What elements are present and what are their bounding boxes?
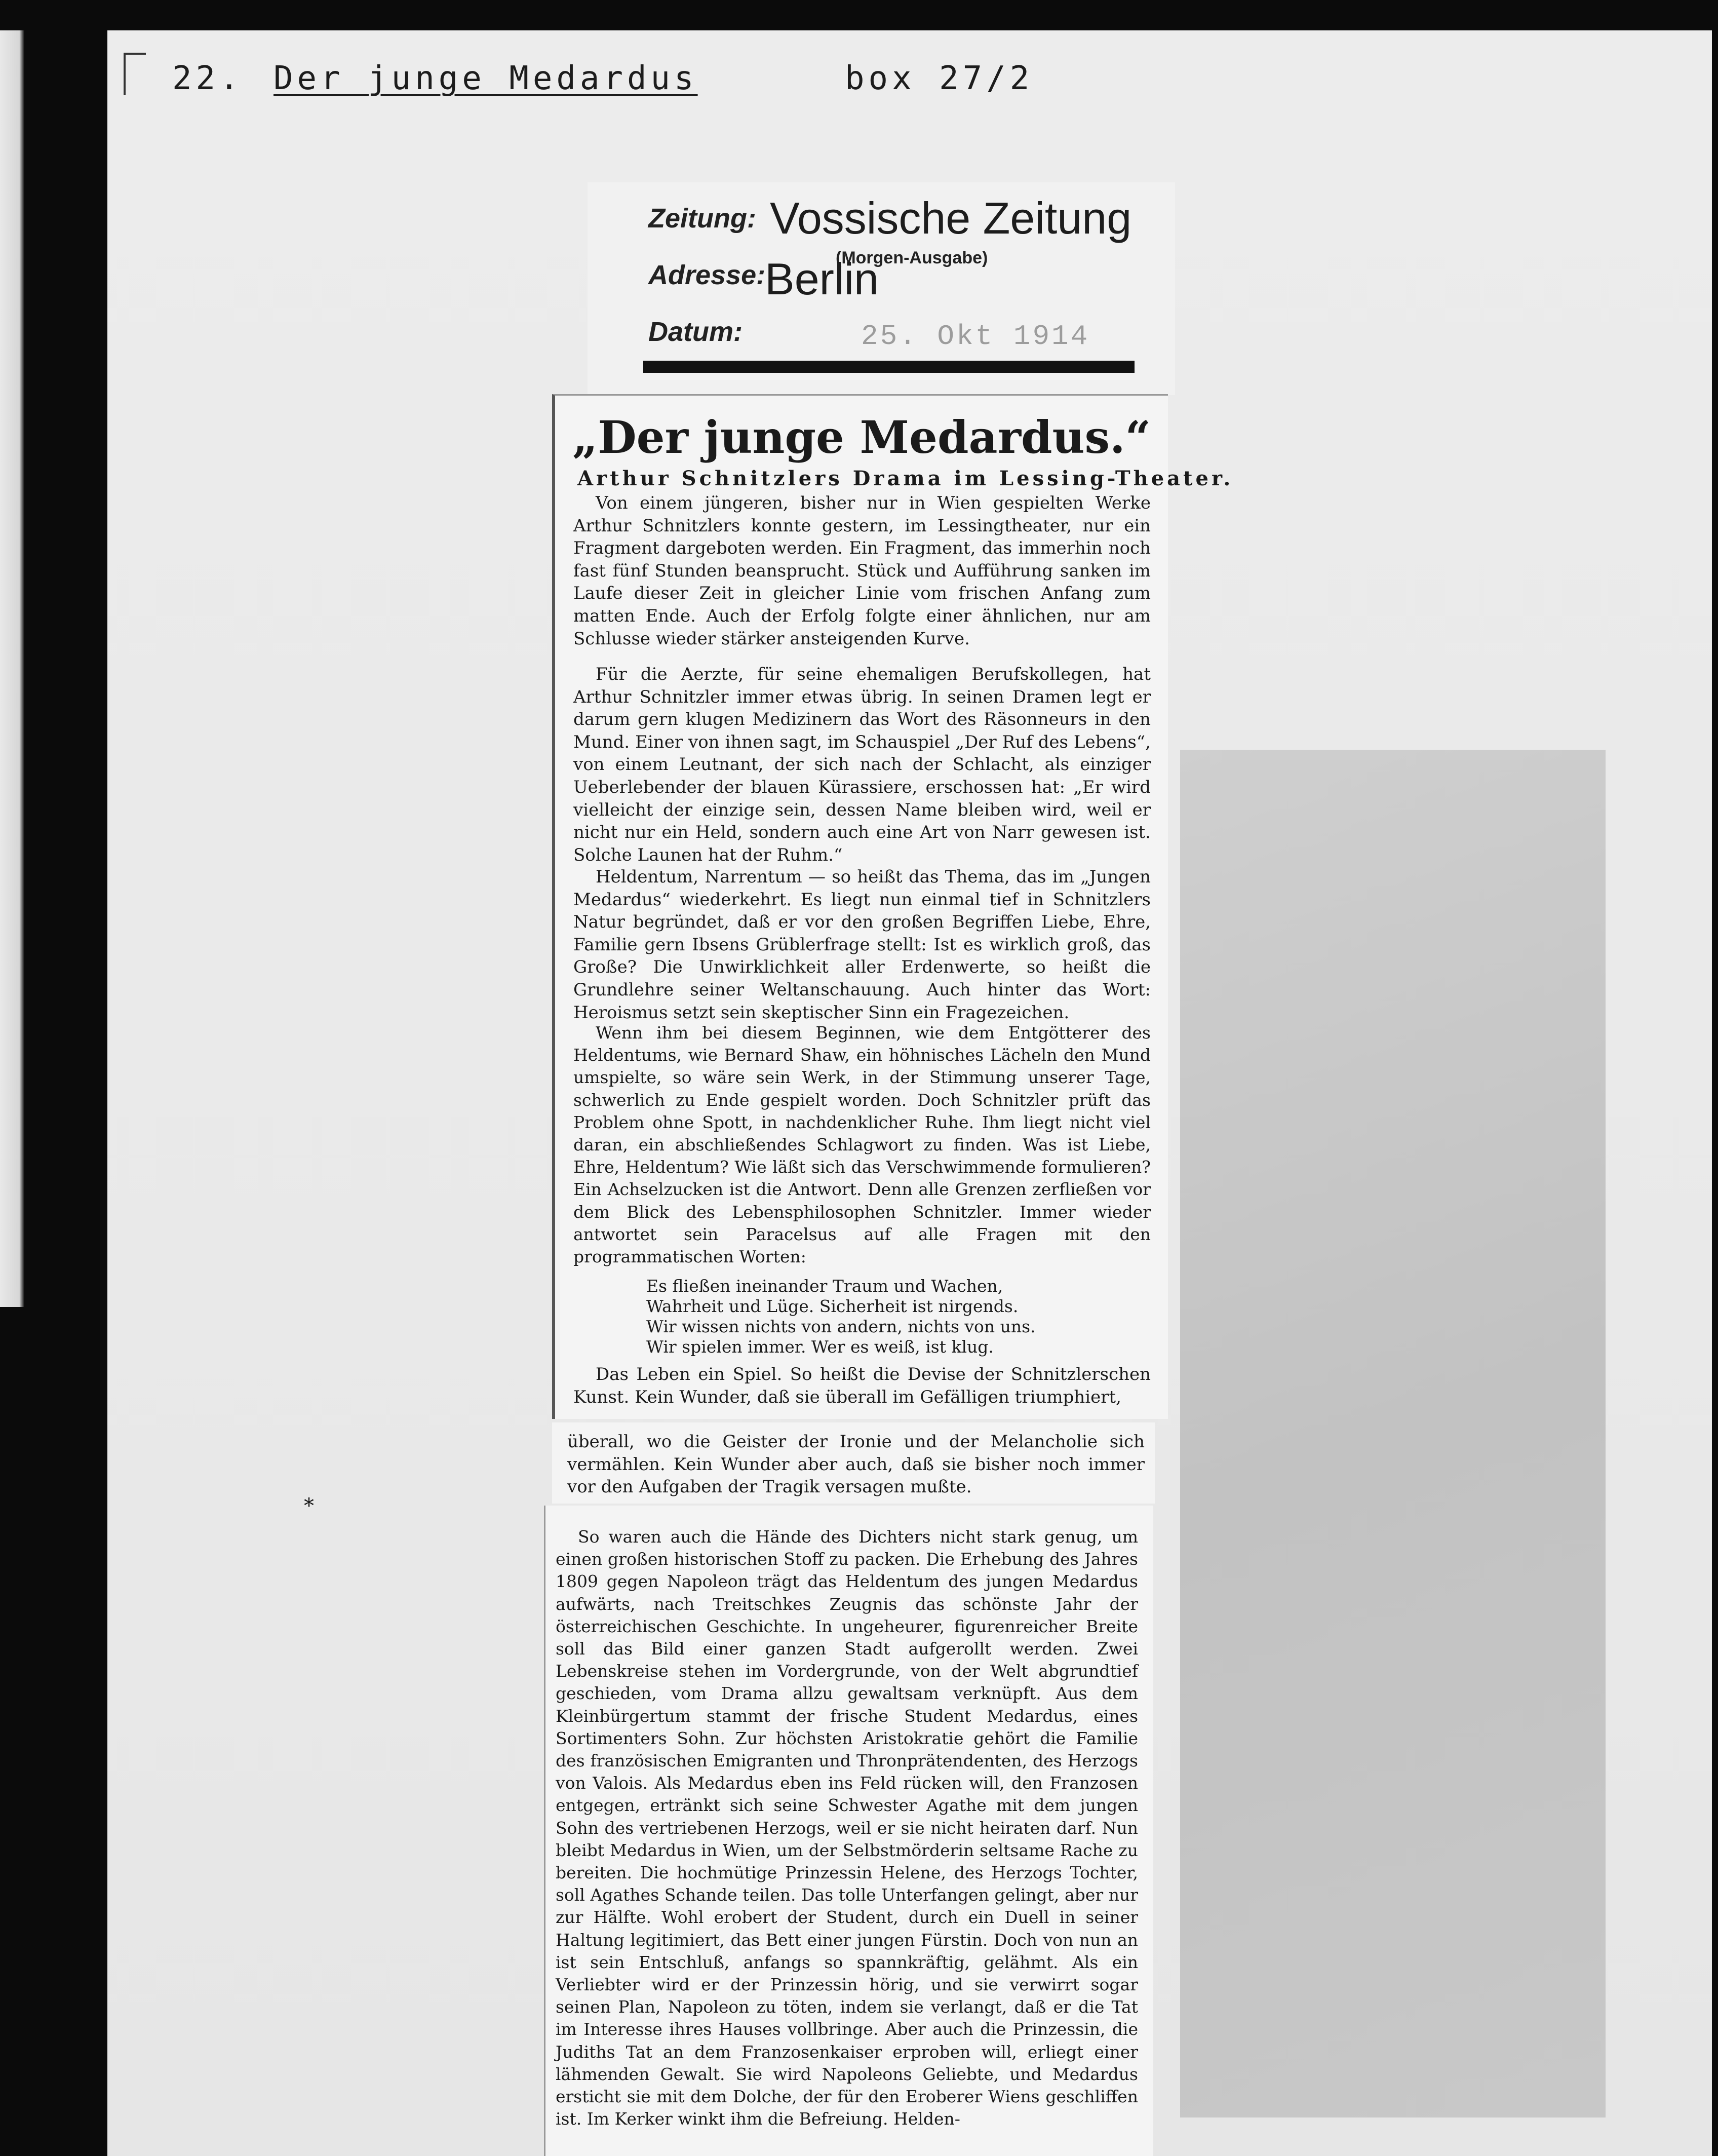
- ausgabe-note: (Morgen-Ausgabe): [836, 248, 988, 267]
- stamp-rule: [643, 361, 1135, 373]
- box-reference: box 27/2: [845, 60, 1034, 97]
- verse-line: Wir wissen nichts von andern, nichts von uns.: [646, 1317, 1036, 1336]
- verse-line: Wir spielen immer. Wer es weiß, ist klug.: [646, 1337, 994, 1357]
- article-paragraph: Heldentum, Narrentum — so heißt das Thema, das im „Jungen Medardus“ wiederkehrt. Es liegt nun einmal tief in Schnitzlers Natur begründet, daß er vor den großen Begriffen Liebe, Ehre, Familie gern Ibsens Grüblerfrage stellt: Ist es wirklich groß, das Große? Die Unwirklichkeit aller Erdenwerte, so heißt die Grundlehre seiner Weltanschauung. Auch hinter das Wort: Heroismus setzt sein skeptischer Sinn ein Fragezeichen.: [573, 867, 1151, 1023]
- clipping-service-stamp: [588, 182, 1175, 395]
- article-paragraph: So waren auch die Hände des Dichters nicht stark genug, um einen großen historischen Stoff zu packen. Die Erhebung des Jahres 1809 gegen Napoleon trägt das Heldentum des jungen Medardus aufwärts, nach Treitschkes Zeugnis das schönste Jahr der österreichischen Geschichte. In ungeheurer, figurenreicher Breite soll das Bild einer ganzen Stadt aufgerollt werden. Zwei Lebenskreise stehen im Vordergrunde, von der Welt abgrundtief geschieden, vom Drama allzu gewaltsam verknüpft. Aus dem Kleinbürgertum stammt der frische Student Medardus, eines Sortimenters Sohn. Zur höchsten Aristokratie gehört die Familie des französischen Emigranten und Thronprätendenten, des Herzogs von Valois. Als Medardus eben ins Feld rücken will, den Franzosen entgegen, ertränkt sich seine Schwester Agathe mit dem jungen Sohn des vertriebenen Herzogs, weil er sie nicht heiraten darf. Nun bleibt Medardus in Wien, um der Selbstmörderin seltsame Rache zu bereiten. Die hochmütige Prinzessin Helene, des Herzogs Tochter, soll Agathes Schande teilen. Das tolle Unterfangen gelingt, aber nur zur Hälfte. Wohl erobert der Student, durch ein Duell in seiner Haltung legitimiert, das Bett einer jungen Fürstin. Doch von nun an ist sein Entschluß, anfangs so spannkräftig, gelähmt. Als ein Verliebter wird er der Prinzessin hörig, und sie verwirrt sogar seinen Plan, Napoleon zu töten, indem sie verlangt, daß er die Tat im Interesse ihres Hauses vollbringe. Aber auch die Prinzessin, die Judiths Tat an dem Franzosenkaiser erproben will, erliegt einer lähmenden Gewalt. Sie wird Napoleons Geliebte, und Medardus ersticht sie mit dem Dolche, der für den Eroberer Wiens geschliffen ist. Im Kerker winkt ihm die Befreiung. Helden-: [556, 1527, 1138, 2129]
- folder-number: 22.: [172, 60, 243, 97]
- datum-label: Datum:: [648, 317, 743, 347]
- article-paragraph: Wenn ihm bei diesem Beginnen, wie dem Entgötterer des Heldentums, wie Bernard Shaw, ein höhnisches Lächeln den Mund umspielte, so wäre sein Werk, in der Stimmung unserer Tage, schwerlich zu Ende gespielt worden. Doch Schnitzler prüft das Problem ohne Spott, in nachdenklicher Ruhe. Ihm liegt nicht viel daran, ein abschließendes Schlagwort zu finden. Was ist Liebe, Ehre, Heldentum? Wie läßt sich das Verschwimmende formulieren? Ein Achselzucken ist die Antwort. Denn alle Grenzen zerfließen vor dem Blick des Lebensphilosophen Schnitzler. Immer wieder antwortet sein Paracelsus auf alle Fragen mit den programmatischen Worten:: [573, 1023, 1151, 1267]
- article-paragraph: Für die Aerzte, für seine ehemaligen Berufskollegen, hat Arthur Schnitzler immer etwas übrig. In seinen Dramen legt er darum gern klugen Medizinern das Wort des Räsonneurs in den Mund. Einer von ihnen sagt, im Schauspiel „Der Ruf des Lebens“, von einem Leutnant, der sich nach der Schlacht, als einziger Ueberlebender der blauen Kürassiere, erschossen hat: „Er wird vielleicht der einzige sein, dessen Name bleiben wird, weil er nicht nur ein Held, sondern auch eine Art von Narr gewesen ist. Solche Launen hat der Ruhm.“: [573, 664, 1151, 865]
- article-subheadline: Arthur Schnitzlers Drama im Lessing-Theater.: [577, 467, 1234, 490]
- folder-title: Der junge Medardus: [274, 60, 698, 97]
- adresse-label: Adresse:: [648, 260, 766, 290]
- adresse-value: Berlin: [765, 254, 879, 304]
- verse-line: Wahrheit und Lüge. Sicherheit ist nirgends.: [646, 1296, 1019, 1316]
- zeitung-label: Zeitung:: [648, 203, 756, 234]
- clipping-part-1: [552, 394, 1234, 1419]
- adjacent-page-edge: [0, 30, 24, 1307]
- clipping-part-3: [544, 1506, 1153, 2156]
- corner-mark: [124, 53, 146, 95]
- datum-stamp: 25. Okt 1914: [861, 320, 1090, 353]
- section-separator: *: [304, 1494, 314, 1518]
- article-paragraph: Von einem jüngeren, bisher nur in Wien gespielten Werke Arthur Schnitzlers konnte gestern, im Lessingtheater, nur ein Fragment dargeboten werden. Ein Fragment, das immerhin noch fast fünf Stunden beansprucht. Stück und Aufführung sanken im Laufe dieser Zeit in gleicher Linie vom frischen Anfang zum matten Ende. Auch der Erfolg folgte einer ähnlichen, nur am Schlusse wieder stärker ansteigenden Kurve.: [573, 493, 1151, 649]
- clipping-part-2: [552, 1422, 1155, 1504]
- article-continuation: überall, wo die Geister der Ironie und der Melancholie sich vermählen. Kein Wunder aber auch, daß sie bisher noch immer vor den Aufgaben der Tragik versagen mußte.: [567, 1432, 1145, 1497]
- backing-paper: [1180, 750, 1606, 2118]
- verse-line: Es fließen ineinander Traum und Wachen,: [646, 1276, 1003, 1296]
- zeitung-value: Vossische Zeitung: [770, 193, 1132, 243]
- article-headline: „Der junge Medardus.“: [572, 411, 1151, 464]
- article-paragraph: Das Leben ein Spiel. So heißt die Devise der Schnitzlerschen Kunst. Kein Wunder, daß sie überall im Gefälligen triumphiert,: [573, 1364, 1151, 1407]
